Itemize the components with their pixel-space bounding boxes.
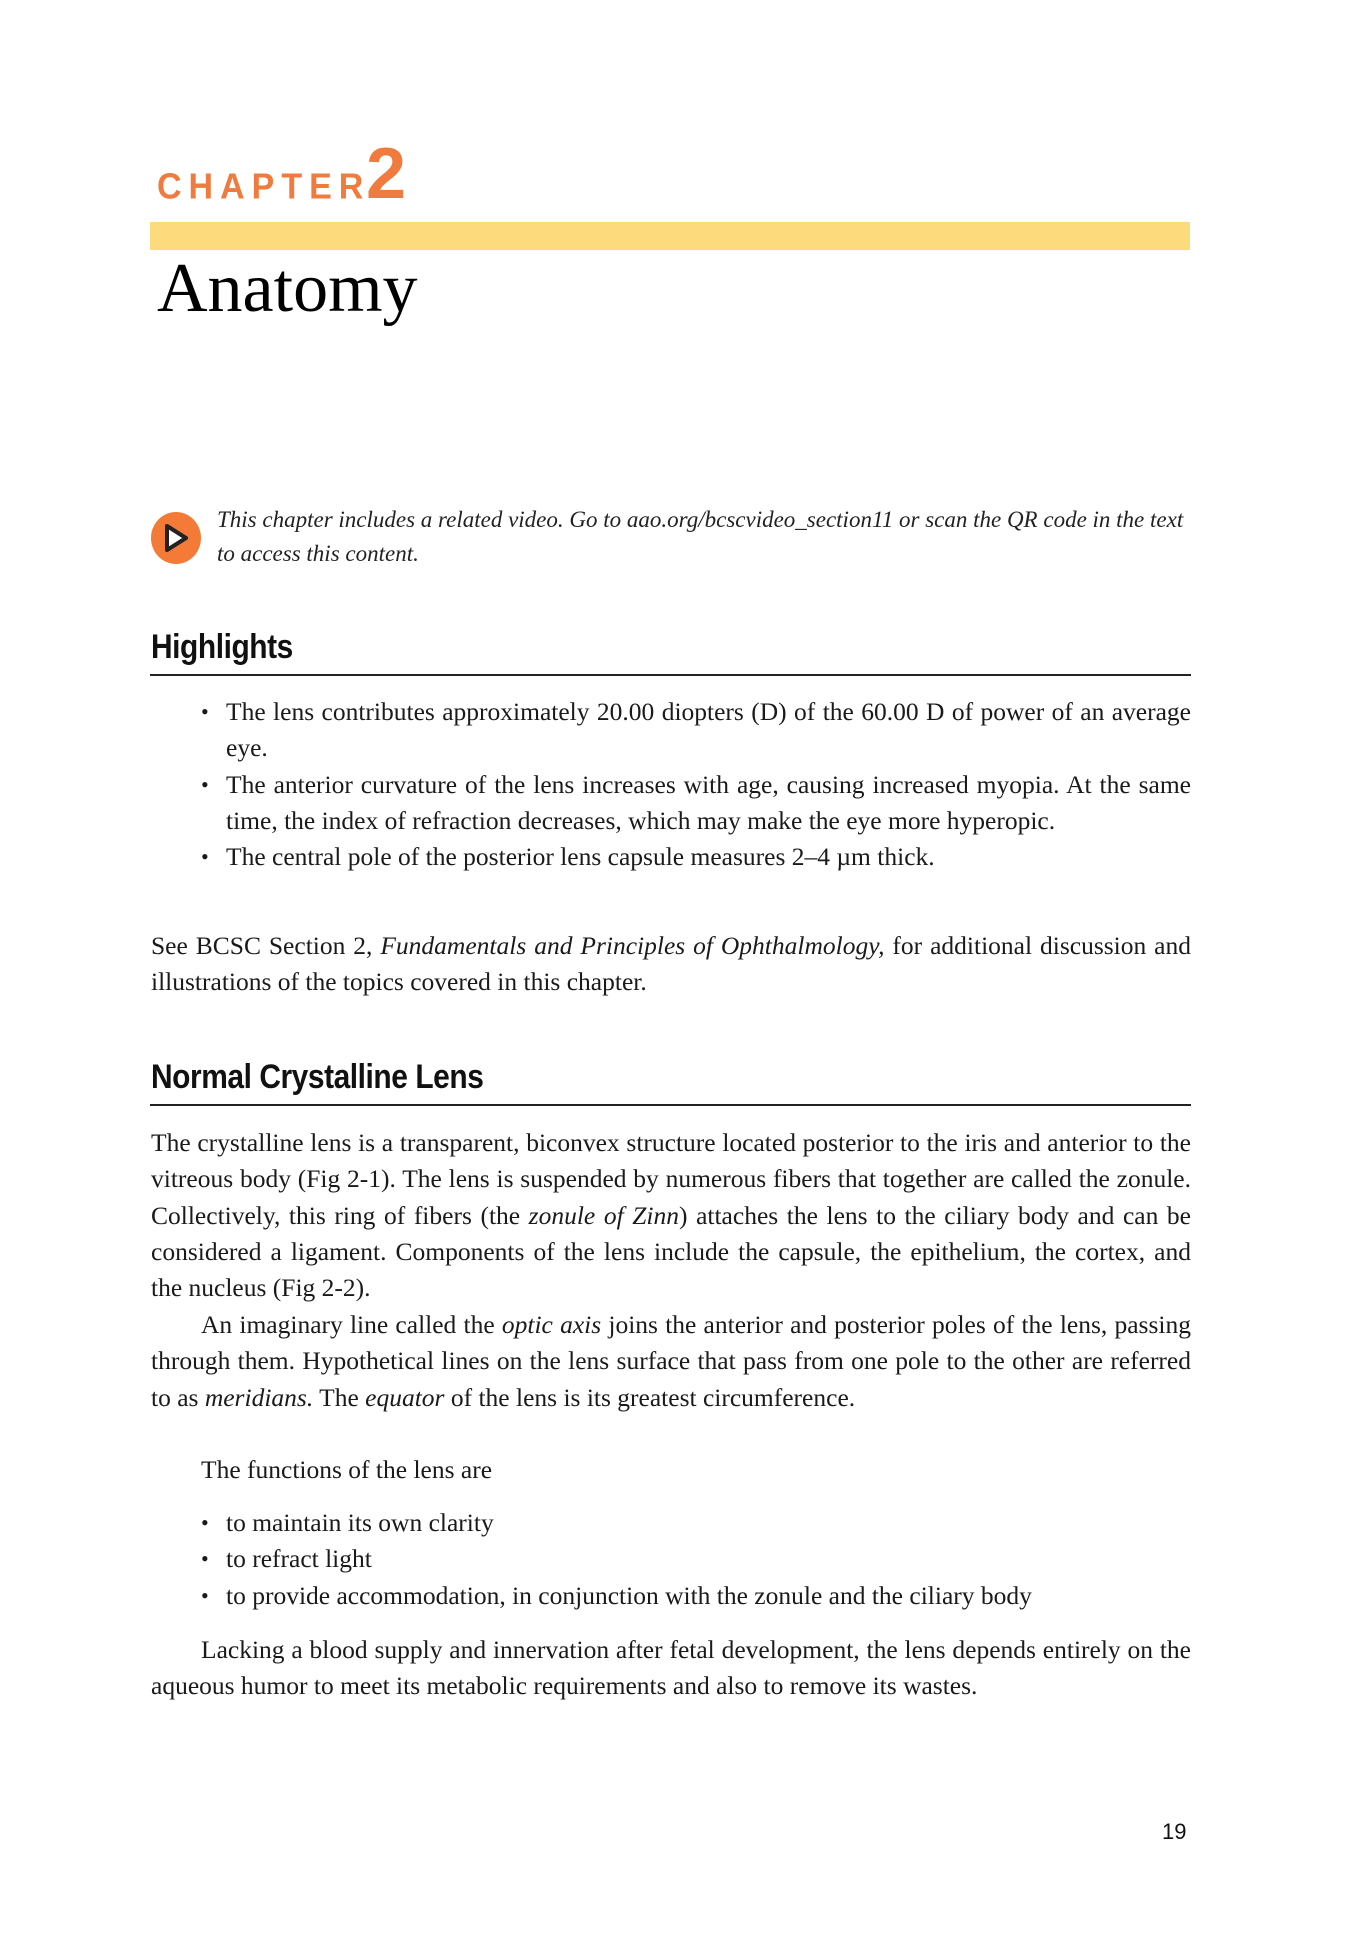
paragraph-4: Lacking a blood supply and innervation after fetal development, the lens depends entirely on the aqueous humor to meet its metabolic requirements and also to remove its wastes.	[151, 1635, 1191, 1701]
paragraph-2: An imaginary line called the optic axis joins the anterior and posterior poles of the lens, passing through them. Hypothetical lines on the lens surface that pass from one pole to the other are referred to as meridians. The equator of the lens is its greatest circumference.	[151, 1310, 1191, 1412]
bullet-icon: •	[201, 1510, 209, 1535]
see-also-paragraph: See BCSC Section 2, Fundamentals and Principles of Ophthalmology, for additional discussion and illustrations of the topics covered in this chapter.	[151, 931, 1191, 997]
normal-lens-heading: Normal Crystalline Lens	[151, 1058, 484, 1096]
list-item: • The central pole of the posterior lens capsule measures 2–4 µm thick.	[201, 839, 1191, 875]
bullet-icon: •	[201, 699, 209, 724]
play-video-icon[interactable]	[150, 511, 202, 565]
paragraph-3: The functions of the lens are	[201, 1455, 493, 1484]
chapter-number: 2	[366, 134, 407, 214]
chapter-title-bar	[150, 222, 1190, 250]
functions-list	[201, 1505, 1191, 1614]
list-item: • The anterior curvature of the lens increases with age, causing increased myopia. At the same time, the index of refraction decreases, which may make the eye more hyperopic.	[201, 767, 1191, 840]
list-item: • to refract light	[201, 1541, 1191, 1577]
page-number: 19	[1162, 1819, 1187, 1844]
list-item: • to maintain its own clarity	[201, 1505, 1191, 1541]
highlights-list	[201, 694, 1191, 875]
bullet-icon: •	[201, 1582, 209, 1608]
book-title: Fundamentals and Principles of Ophthalmology,	[380, 931, 885, 960]
highlights-heading: Highlights	[151, 628, 293, 666]
list-item: • to provide accommodation, in conjunction with the zonule and the ciliary body	[201, 1578, 1191, 1614]
bullet-icon: •	[201, 771, 209, 797]
highlights-rule	[150, 674, 1191, 676]
bullet-icon: •	[201, 1546, 209, 1572]
list-item: • The lens contributes approximately 20.00 diopters (D) of the 60.00 D of power of an average eye.	[201, 694, 1191, 767]
video-note-text: This chapter includes a related video. Go to aao.org/bcscvideo_section11 or scan the QR code in the text to access this content.	[217, 507, 1184, 566]
normal-lens-rule	[150, 1104, 1191, 1106]
bullet-icon: •	[201, 844, 209, 870]
chapter-label: CHAPTER	[157, 167, 371, 207]
chapter-title: Anatomy	[157, 250, 418, 327]
paragraph-1: The crystalline lens is a transparent, biconvex structure located posterior to the iris and anterior to the vitreous body (Fig 2-1). The lens is suspended by numerous fibers that together are called the zonule. Collectively, this ring of fibers (the zonule of Zinn) attaches the lens to the ciliary body and can be considered a ligament. Components of the lens include the capsule, the epithelium, the cortex, and the nucleus (Fig 2-2).	[151, 1128, 1191, 1303]
